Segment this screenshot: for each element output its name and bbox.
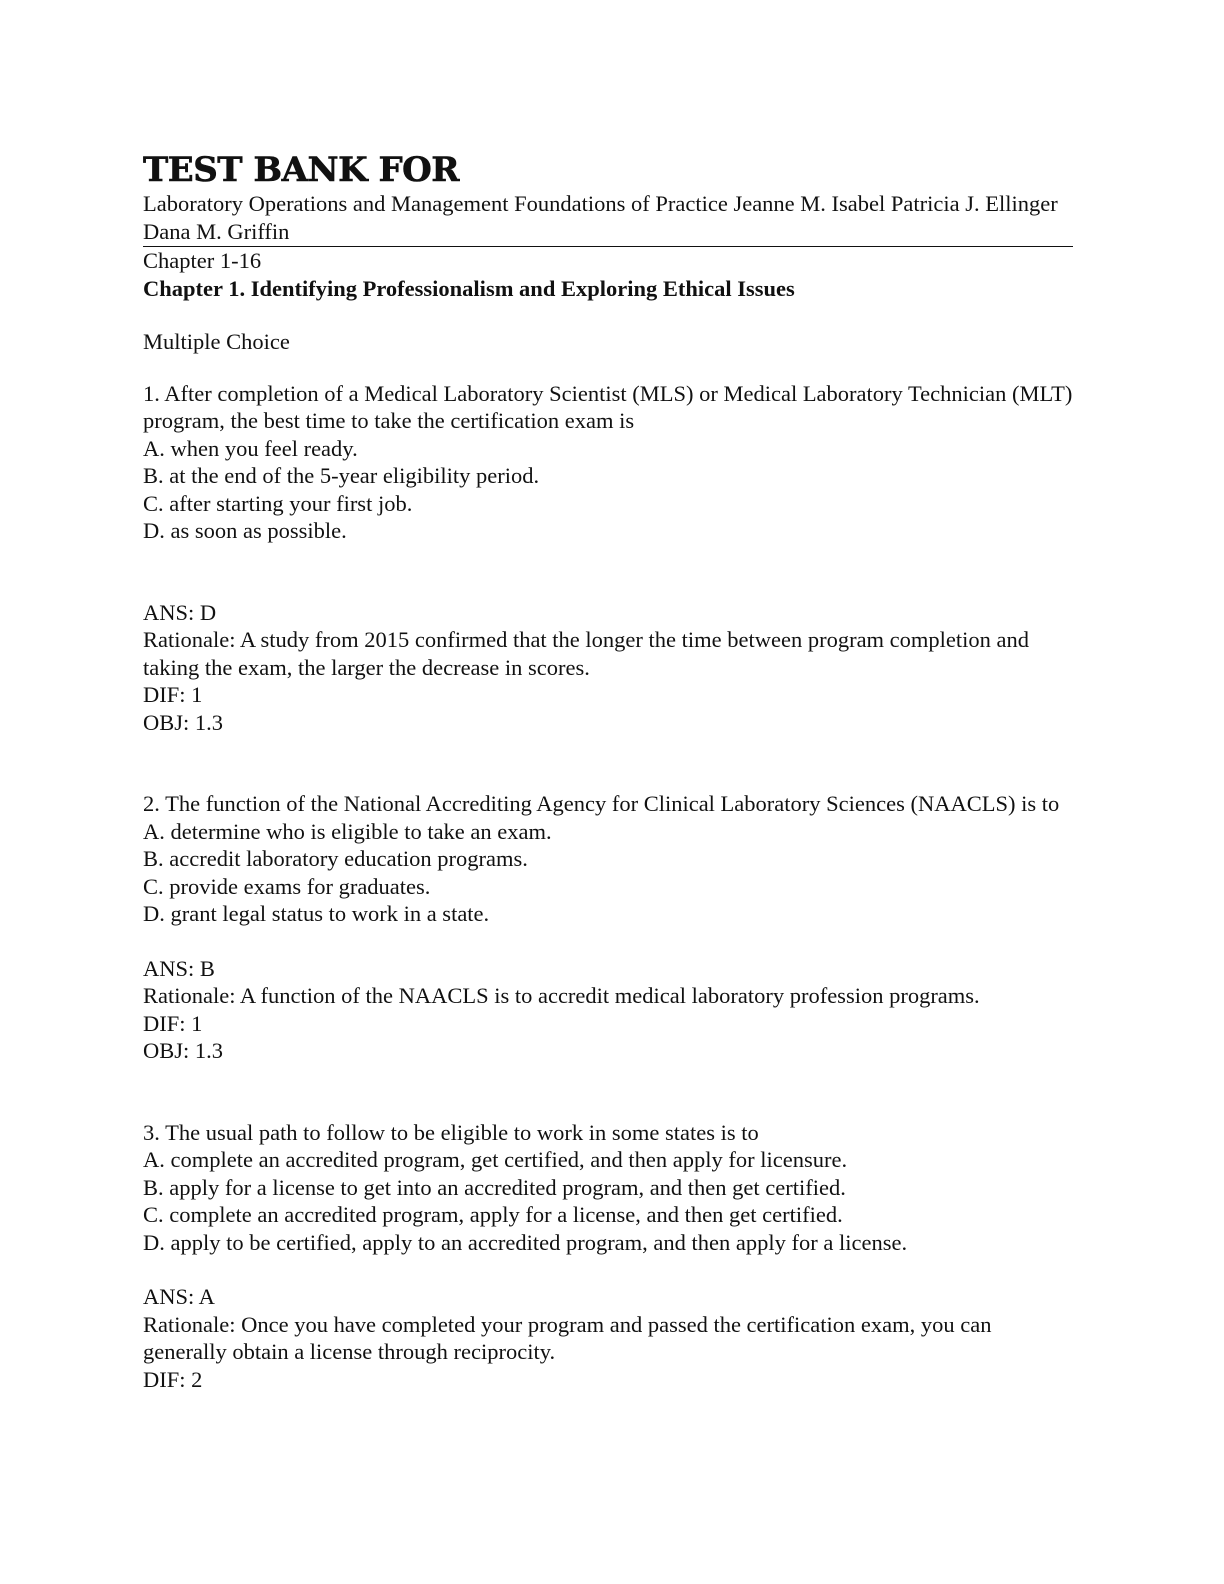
answer-block-1 (143, 599, 1073, 737)
question-3 (143, 1119, 1073, 1257)
rationale: Rationale: Once you have completed your program and passed the certification exam, you can generally obtain a license through reciprocity. (143, 1311, 992, 1364)
objective: OBJ: 1.3 (143, 1038, 224, 1063)
book-title-authors: Laboratory Operations and Management Foundations of Practice Jeanne M. Isabel Patricia J. Ellinger Dana M. Griffin (143, 190, 1073, 247)
question-stem: 2. The function of the National Accrediting Agency for Clinical Laboratory Sciences (NAACLS) is to (143, 791, 1060, 816)
answer-option: A. complete an accredited program, get certified, and then apply for licensure. (143, 1147, 848, 1172)
difficulty: DIF: 1 (143, 1010, 203, 1036)
chapter-range: Chapter 1-16 (143, 248, 262, 273)
question-2 (143, 790, 1073, 928)
answer-option: C. after starting your first job. (143, 490, 413, 516)
answer-option: D. grant legal status to work in a state. (143, 901, 490, 926)
answer-option: D. apply to be certified, apply to an accredited program, and then apply for a license. (143, 1229, 908, 1255)
answer-option: A. when you feel ready. (143, 435, 358, 461)
answer-key: ANS: D (143, 599, 217, 625)
objective: OBJ: 1.3 (143, 709, 224, 735)
answer-key: ANS: B (143, 955, 215, 981)
answer-block-2 (143, 955, 1073, 1065)
difficulty: DIF: 2 (143, 1366, 203, 1392)
section-label: Multiple Choice (143, 329, 290, 354)
answer-option: B. at the end of the 5-year eligibility period. (143, 463, 540, 488)
answer-block-3 (143, 1283, 1073, 1393)
answer-option: B. apply for a license to get into an accredited program, and then get certified. (143, 1174, 846, 1200)
answer-key: ANS: A (143, 1284, 215, 1309)
answer-option: A. determine who is eligible to take an exam. (143, 818, 552, 844)
document-page (143, 150, 1073, 1393)
answer-option: B. accredit laboratory education programs. (143, 846, 528, 871)
answer-option: C. provide exams for graduates. (143, 873, 431, 899)
chapter-heading: Chapter 1. Identifying Professionalism and Exploring Ethical Issues (143, 275, 795, 301)
document-title: TEST BANK FOR (143, 150, 460, 190)
question-stem: 1. After completion of a Medical Laboratory Scientist (MLS) or Medical Laboratory Technician (MLT) program, the best time to take the certification exam is (143, 380, 1073, 433)
question-stem: 3. The usual path to follow to be eligible to work in some states is to (143, 1119, 759, 1145)
answer-option: D. as soon as possible. (143, 518, 347, 543)
question-1 (143, 380, 1073, 545)
rationale: Rationale: A study from 2015 confirmed that the longer the time between program completion and taking the exam, the larger the decrease in scores. (143, 627, 1030, 680)
difficulty: DIF: 1 (143, 682, 203, 707)
rationale: Rationale: A function of the NAACLS is to accredit medical laboratory profession programs. (143, 983, 980, 1008)
answer-option: C. complete an accredited program, apply for a license, and then get certified. (143, 1202, 843, 1227)
